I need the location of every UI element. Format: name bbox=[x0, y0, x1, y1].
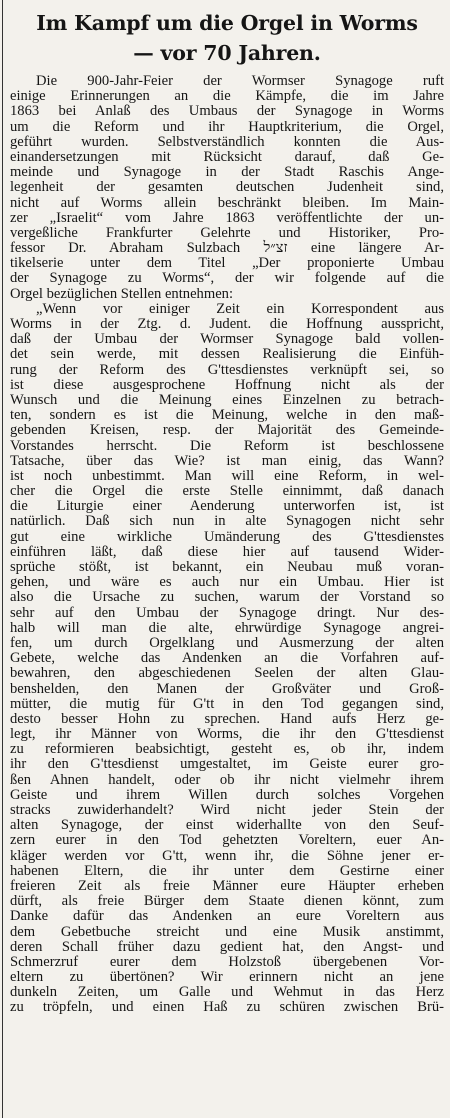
text-line: Danke dafür das Andenken an eure Voreltern aus bbox=[10, 908, 444, 925]
headline-line: Im Kampf um die Orgel in Worms bbox=[36, 11, 418, 35]
article bbox=[10, 8, 444, 1016]
text-line: sehr auf den Umbau der Synagoge dringt. Nur des- bbox=[10, 604, 444, 621]
text-line: die Liturgie einer Aenderung unterworfen ist, ist bbox=[10, 498, 444, 515]
text-line: Die 900-Jahr-Feier der Wormser Synagoge ruft bbox=[36, 73, 444, 89]
text-line: ihr den G'ttesdienst umgestaltet, im Geiste eurer gro- bbox=[10, 756, 444, 773]
text-line: meinde und Synagoge in der Stadt Raschis Ange- bbox=[10, 164, 444, 181]
text-line: gebenden Kreisen, resp. der Majorität des Gemeinde- bbox=[10, 422, 444, 439]
text-line: zern eurer in den Tod gehetzten Voreltern, euer An- bbox=[10, 832, 444, 849]
text-line: Geiste und ihrem Willen durch solches Vorgehen bbox=[10, 786, 444, 803]
text-line: Wunsch und die Meinung eines Einzelnen zu betrach- bbox=[10, 391, 444, 408]
text-line: natürlich. Daß sich nun in alte Synagogen nicht sehr bbox=[10, 513, 444, 530]
article-body bbox=[10, 74, 444, 1016]
paragraph-intro bbox=[10, 74, 444, 302]
text-line: deren Schall früher dazu gedient hat, den Angst- und bbox=[10, 938, 444, 955]
text-line: rung der Reform des G'ttesdienstes verknüpft sei, so bbox=[10, 361, 444, 378]
text-line: gut eine wirkliche Umänderung des G'ttesdienstes bbox=[10, 528, 444, 545]
text-line: Tatsache, über das Wie? ist man einig, das Wann? bbox=[10, 452, 444, 469]
text-line: desto besser Hohn zu sprechen. Hand aufs Herz ge- bbox=[10, 710, 444, 727]
text-line: 1863 bei Anlaß des Umbaus der Synagoge in Worms bbox=[10, 103, 444, 120]
text-line: ist noch unbestimmt. Man will eine Reform, in wel- bbox=[10, 467, 444, 484]
text-line: bewahren, den abgeschiedenen Seelen der alten Glau- bbox=[10, 665, 444, 682]
text-line: dem Gebetbuche streicht und eine Musik anstimmt, bbox=[10, 923, 444, 940]
text-line: habenen Eltern, die ihr unter dem Gestirne einer bbox=[10, 862, 444, 879]
text-line: der Synagoge zu Worms“, der wir folgende auf die bbox=[10, 270, 444, 287]
text-line: also die Ursache zu suchen, warum der Vorstand so bbox=[10, 589, 444, 606]
text-line: zer „Israelit“ vom Jahre 1863 veröffentlichte der un- bbox=[10, 209, 444, 226]
text-line: um die Reform und ihr Hauptkriterium, die Orgel, bbox=[10, 118, 444, 135]
text-line: gehen, und wäre es auch nur ein Umbau. Hier ist bbox=[10, 574, 444, 591]
text-line: „Wenn vor einiger Zeit ein Korrespondent aus bbox=[36, 300, 444, 317]
text-line: ßen Ahnen handelt, oder ob ihr nicht vielmehr ihrem bbox=[10, 771, 444, 788]
text-line: ten, sondern es ist die Meinung, welche in den maß- bbox=[10, 407, 444, 424]
text-line: benshelden, den Manen der Großväter und Groß- bbox=[10, 680, 444, 697]
text-line: fessor Dr. Abraham Sulzbach זצ״ל eine längere Ar- bbox=[10, 240, 444, 257]
text-line: Orgel bezüglichen Stellen entnehmen: bbox=[10, 285, 234, 302]
text-line: vergeßliche Frankfurter Gelehrte und Historiker, Pro- bbox=[10, 224, 444, 241]
text-line: Worms in der Ztg. d. Judent. die Hoffnung ausspricht, bbox=[10, 316, 444, 332]
text-line: daß der Umbau der Wormser Synagoge bald vollen- bbox=[10, 331, 444, 348]
text-line: tikelserie unter dem Titel „Der proponierte Umbau bbox=[10, 255, 444, 272]
text-line: Vorstandes herrscht. Die Reform ist beschlossene bbox=[10, 437, 444, 454]
text-line: legt, ihr Männer von Worms, die ihr den G'ttesdienst bbox=[10, 726, 444, 743]
text-line: zu tröpfeln, und einen Haß zu schüren zwischen Brü- bbox=[10, 999, 444, 1016]
text-line: einige Erinnerungen an die Kämpfe, die im Jahre bbox=[10, 88, 444, 105]
text-line: nicht auf Worms allein beschränkt bleiben. Im Main- bbox=[10, 194, 444, 211]
text-line: Gebete, welche das Andenken an die Vorfahren auf- bbox=[10, 650, 444, 667]
text-line: geführt wurden. Selbstverständlich konnten die Aus- bbox=[10, 133, 444, 150]
text-line: einführen läßt, daß diese hier auf tausend Wider- bbox=[10, 543, 444, 560]
text-line: mütter, die mutig für G'tt in den Tod gegangen sind, bbox=[10, 695, 444, 712]
text-line: legenheit der gesamten deutschen Judenheit sind, bbox=[10, 179, 444, 196]
text-line: fen, um durch Orgelklang und Ausmerzung der alten bbox=[10, 634, 444, 651]
text-line: stracks zuwiderhandelt? Wird nicht jeder Stein der bbox=[10, 802, 444, 818]
text-line: dunkeln Zeiten, um Galle und Wehmut in das Herz bbox=[10, 984, 444, 1001]
text-line: ist diese ausgesprochene Hoffnung nicht als der bbox=[10, 376, 444, 393]
headline bbox=[10, 8, 444, 68]
text-line: eltern zu übertönen? Wir erinnern nicht an jene bbox=[10, 969, 444, 986]
text-line: det sein werde, mit dessen Realisierung die Einfüh- bbox=[10, 346, 444, 363]
text-line: sprüche stößt, ist bekannt, ein Neubau muß voran- bbox=[10, 559, 444, 575]
text-line: halb will man die alte, ehrwürdige Synagoge angrei- bbox=[10, 619, 444, 636]
headline-line: — vor 70 Jahren. bbox=[133, 41, 321, 65]
text-line: alten Synagoge, der einst widerhallte von den Seuf- bbox=[10, 817, 444, 834]
text-line: kläger werden vor G'tt, wenn ihr, die Söhne jener er- bbox=[10, 847, 444, 864]
paragraph-quote bbox=[10, 302, 444, 1016]
text-line: cher die Orgel die erste Stelle einnimmt, daß danach bbox=[10, 483, 444, 500]
column-rule bbox=[2, 0, 3, 1118]
text-line: Schmerzruf eurer dem Holzstoß übergebenen Vor- bbox=[10, 953, 444, 970]
text-line: zu reformieren beabsichtigt, gesteht es, ob ihr, indem bbox=[10, 741, 444, 758]
text-line: dürft, als freie Bürger dem Staate dienen könnt, zum bbox=[10, 893, 444, 910]
text-line: einandersetzungen mit Rücksicht darauf, daß Ge- bbox=[10, 148, 444, 165]
text-line: freieren Zeit als freie Männer eure Häupter erheben bbox=[10, 877, 444, 894]
